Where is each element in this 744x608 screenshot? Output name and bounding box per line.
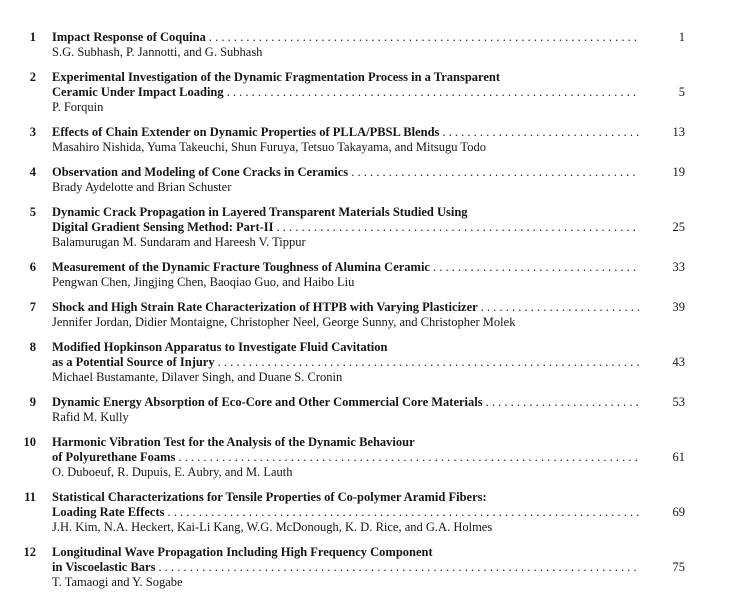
- entry-body: [52, 395, 685, 425]
- toc-entry: [16, 490, 685, 535]
- dot-leader: [168, 505, 640, 520]
- entry-title-line: [52, 125, 685, 140]
- entry-title-text: Observation and Modeling of Cone Cracks in Ceramics: [52, 165, 349, 179]
- entry-authors: S.G. Subhash, P. Jannotti, and G. Subhash: [52, 45, 263, 59]
- entry-title-text: Measurement of the Dynamic Fracture Toughness of Alumina Ceramic: [52, 260, 430, 274]
- chapter-number: 8: [29, 340, 36, 354]
- chapter-number: 12: [23, 545, 36, 559]
- entry-title-line: [52, 340, 685, 355]
- chapter-number: 9: [29, 395, 36, 409]
- entry-title-line: [52, 85, 685, 100]
- toc-entry: [16, 205, 685, 250]
- toc-entry: [16, 395, 685, 425]
- page-number: 19: [672, 165, 685, 179]
- entry-body: [52, 340, 685, 385]
- entry-title-line: [52, 300, 685, 315]
- dot-leader: [227, 85, 639, 100]
- dot-leader: [277, 220, 639, 235]
- entry-title-text: Modified Hopkinson Apparatus to Investigate Fluid Cavitation: [52, 340, 388, 354]
- entry-title-text: Shock and High Strain Rate Characterization of HTPB with Varying Plasticizer: [52, 300, 478, 314]
- entry-title-line: [52, 450, 685, 465]
- toc-entry: [16, 70, 685, 115]
- page-number: 75: [672, 560, 685, 574]
- entry-title-text: Dynamic Energy Absorption of Eco-Core and Other Commercial Core Materials: [52, 395, 483, 409]
- dot-leader: [178, 450, 639, 465]
- page-number: 25: [672, 220, 685, 234]
- entry-body: [52, 490, 685, 535]
- toc-entry: [16, 30, 685, 60]
- chapter-number: 2: [29, 70, 36, 84]
- page-number: 13: [672, 125, 685, 139]
- toc-entry: [16, 435, 685, 480]
- chapter-number: 10: [23, 435, 36, 449]
- toc-entry: [16, 165, 685, 195]
- entry-authors: O. Duboeuf, R. Dupuis, E. Aubry, and M. Lauth: [52, 465, 293, 479]
- toc-entry: [16, 300, 685, 330]
- entry-title-text: as a Potential Source of Injury: [52, 355, 215, 369]
- page-number: 33: [672, 260, 685, 274]
- chapter-number: 1: [29, 30, 36, 44]
- chapter-number: 7: [29, 300, 36, 314]
- entry-authors: Brady Aydelotte and Brian Schuster: [52, 180, 232, 194]
- entry-title-line: [52, 165, 685, 180]
- entry-title-text: Ceramic Under Impact Loading: [52, 85, 224, 99]
- entry-body: [52, 165, 685, 195]
- entry-authors: P. Forquin: [52, 100, 104, 114]
- page-number: 61: [672, 450, 685, 464]
- entry-body: [52, 125, 685, 155]
- chapter-number: 5: [29, 205, 36, 219]
- entry-title-line: [52, 490, 685, 505]
- page-number: 69: [672, 505, 685, 519]
- dot-leader: [209, 30, 639, 45]
- entry-title-line: [52, 545, 685, 560]
- entry-authors: Masahiro Nishida, Yuma Takeuchi, Shun Furuya, Tetsuo Takayama, and Mitsugu Todo: [52, 140, 486, 154]
- entry-body: [52, 260, 685, 290]
- entry-authors: Michael Bustamante, Dilaver Singh, and Duane S. Cronin: [52, 370, 343, 384]
- entry-body: [52, 300, 685, 330]
- entry-title-line: [52, 435, 685, 450]
- entry-title-line: [52, 395, 685, 410]
- dot-leader: [481, 300, 639, 315]
- entry-title-line: [52, 70, 685, 85]
- chapter-number: 11: [24, 490, 36, 504]
- entry-title-line: [52, 260, 685, 275]
- toc-entry: [16, 545, 685, 590]
- entry-title-line: [52, 205, 685, 220]
- entry-title-text: Impact Response of Coquina: [52, 30, 206, 44]
- entry-authors: Rafid M. Kully: [52, 410, 129, 424]
- chapter-number: 3: [29, 125, 36, 139]
- entry-title-line: [52, 560, 685, 575]
- entry-body: [52, 70, 685, 115]
- dot-leader: [218, 355, 639, 370]
- entry-title-text: Digital Gradient Sensing Method: Part-II: [52, 220, 274, 234]
- entry-authors: T. Tamaogi and Y. Sogabe: [52, 575, 183, 589]
- entry-title-line: [52, 220, 685, 235]
- dot-leader: [158, 560, 639, 575]
- entry-body: [52, 205, 685, 250]
- entry-authors: J.H. Kim, N.A. Heckert, Kai-Li Kang, W.G. McDonough, K. D. Rice, and G.A. Holmes: [52, 520, 493, 534]
- page-number: 53: [672, 395, 685, 409]
- entry-title-text: Experimental Investigation of the Dynamic Fragmentation Process in a Transparent: [52, 70, 501, 84]
- entry-title-line: [52, 30, 685, 45]
- entry-title-text: Effects of Chain Extender on Dynamic Properties of PLLA/PBSL Blends: [52, 125, 440, 139]
- entry-title-text: Loading Rate Effects: [52, 505, 165, 519]
- entry-body: [52, 30, 685, 60]
- entry-title-text: Harmonic Vibration Test for the Analysis of the Dynamic Behaviour: [52, 435, 415, 449]
- toc-entry: [16, 260, 685, 290]
- page-number: 39: [672, 300, 685, 314]
- page-number: 43: [672, 355, 685, 369]
- chapter-number: 4: [29, 165, 36, 179]
- entry-title-text: of Polyurethane Foams: [52, 450, 176, 464]
- dot-leader: [442, 125, 639, 140]
- dot-leader: [351, 165, 639, 180]
- toc-entry: [16, 340, 685, 385]
- entry-title-text: Longitudinal Wave Propagation Including High Frequency Component: [52, 545, 433, 559]
- entry-authors: Balamurugan M. Sundaram and Hareesh V. Tippur: [52, 235, 306, 249]
- chapter-number: 6: [29, 260, 36, 274]
- page-number: 1: [678, 30, 685, 44]
- entry-title-line: [52, 355, 685, 370]
- entry-body: [52, 545, 685, 590]
- entry-title-text: Dynamic Crack Propagation in Layered Transparent Materials Studied Using: [52, 205, 468, 219]
- toc-entry: [16, 125, 685, 155]
- dot-leader: [486, 395, 639, 410]
- page-number: 5: [678, 85, 685, 99]
- entry-title-text: in Viscoelastic Bars: [52, 560, 156, 574]
- dot-leader: [433, 260, 639, 275]
- entry-title-text: Statistical Characterizations for Tensile Properties of Co-polymer Aramid Fibers:: [52, 490, 487, 504]
- entry-title-line: [52, 505, 685, 520]
- entry-authors: Jennifer Jordan, Didier Montaigne, Christopher Neel, George Sunny, and Christopher Molek: [52, 315, 516, 329]
- entry-body: [52, 435, 685, 480]
- entry-authors: Pengwan Chen, Jingjing Chen, Baoqiao Guo, and Haibo Liu: [52, 275, 355, 289]
